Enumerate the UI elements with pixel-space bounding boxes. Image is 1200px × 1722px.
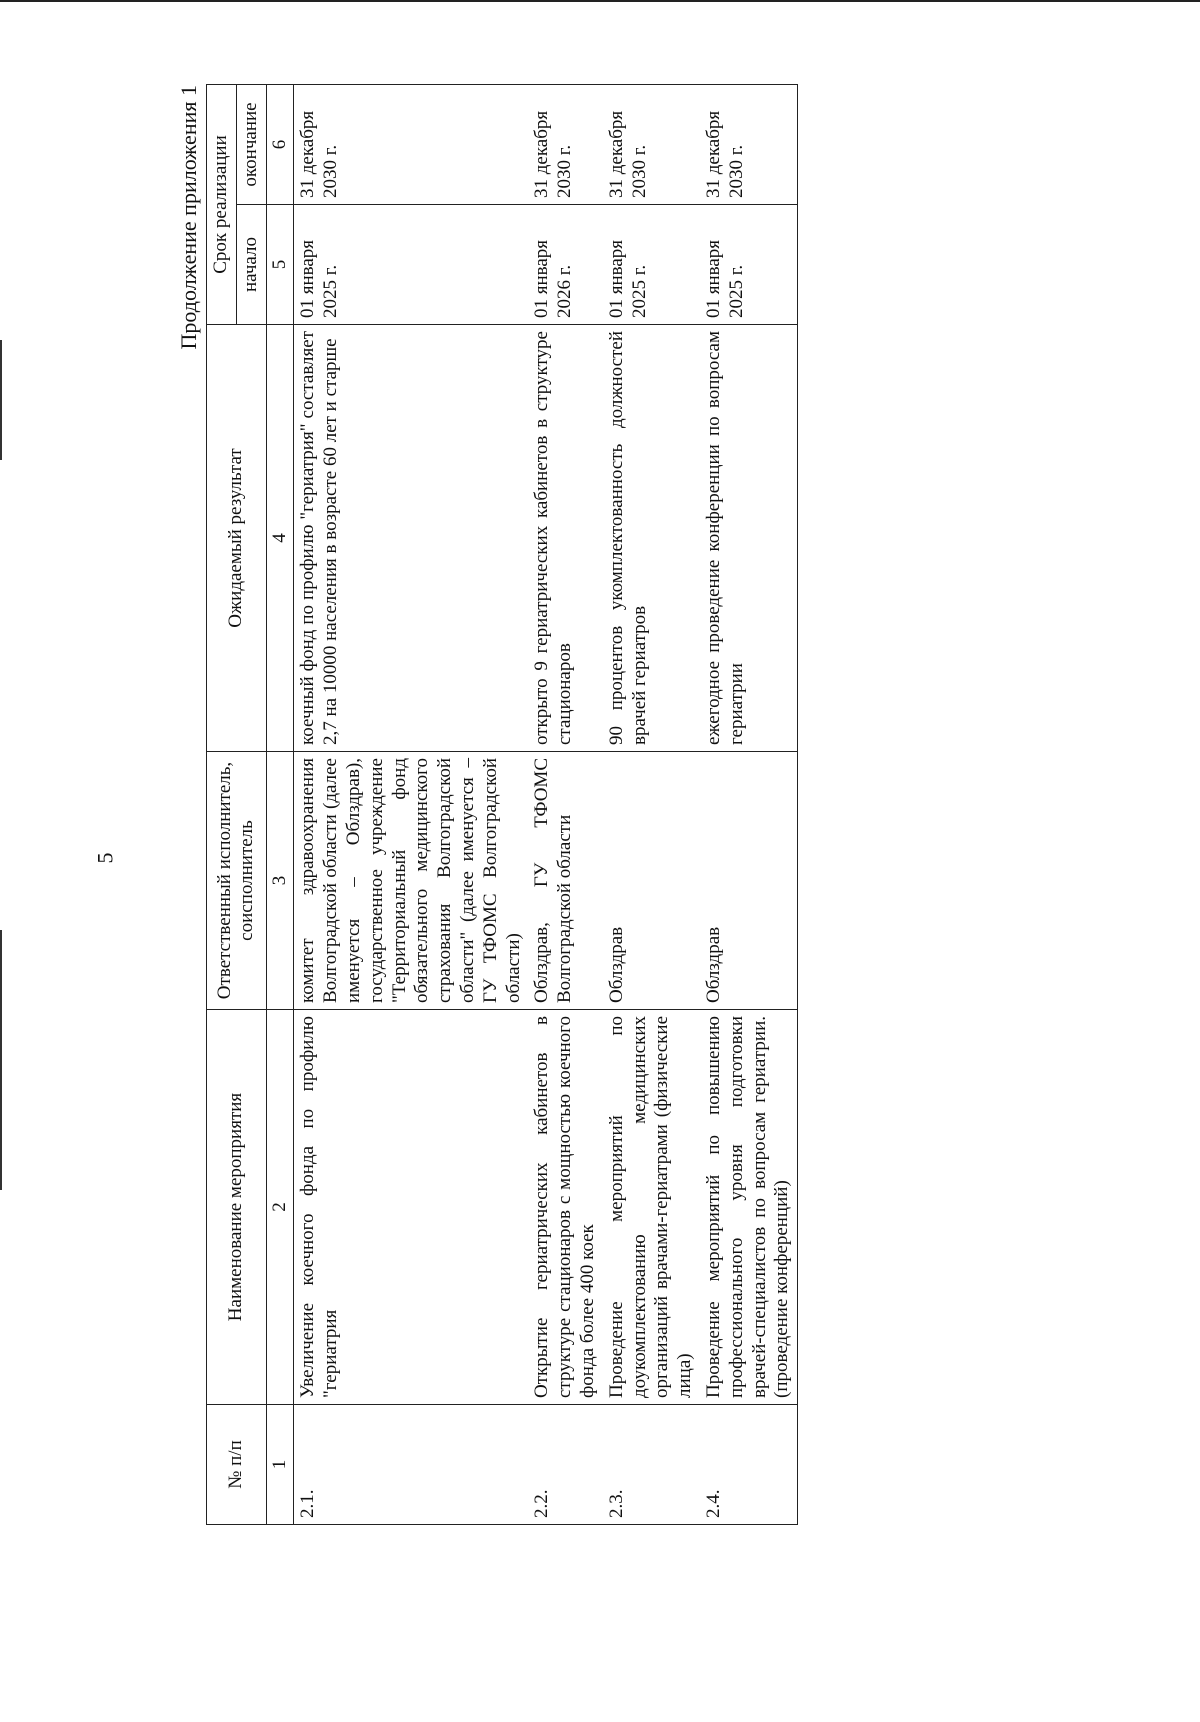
measure-name: Увеличение коечного фонда по профилю "гериатрия [294,1010,528,1405]
header-num: № п/п [207,1405,267,1525]
scan-left-edge [0,340,2,460]
measure-name: Проведение мероприятий по повышению профессионального уровня подготовки врачей-специалистов по вопросам гериатрии. (проведение конференций) [700,1010,798,1405]
expected-result: открыто 9 гериатрических кабинетов в структуре стационаров [528,325,602,752]
column-number: 5 [266,205,294,325]
column-number: 3 [266,752,294,1010]
end-date: 31 декабря 2030 г. [603,84,700,204]
expected-result: 90 процентов укомплектованность должностей врачей гериатров [603,325,700,752]
header-end: окончание [236,84,266,204]
header-start: начало [236,205,266,325]
responsible-executor: Облздрав [700,752,798,1010]
column-number: 1 [266,1405,294,1525]
row-number: 2.3. [603,1405,700,1525]
scan-left-edge [0,930,2,1190]
page-number: 5 [92,852,118,864]
row-number: 2.1. [294,1405,528,1525]
table-row [700,84,798,1524]
column-number: 2 [266,1010,294,1405]
start-date: 01 января 2025 г. [700,205,798,325]
appendix-caption: Продолжение приложения 1 [176,85,201,350]
row-number: 2.4. [700,1405,798,1525]
header-term: Срок реализации [207,84,237,324]
table-row [294,84,528,1524]
column-number: 4 [266,325,294,752]
end-date: 31 декабря 2030 г. [528,84,602,204]
row-number: 2.2. [528,1405,602,1525]
end-date: 31 декабря 2030 г. [294,84,528,204]
table-row [528,84,602,1524]
expected-result: коечный фонд по профилю "гериатрия" составляет 2,7 на 10000 населения в возрасте 60 лет и старше [294,325,528,752]
expected-result: ежегодное проведение конференции по вопросам гериатрии [700,325,798,752]
responsible-executor: Облздрав [603,752,700,1010]
end-date: 31 декабря 2030 г. [700,84,798,204]
measure-name: Проведение мероприятий по доукомплектованию медицинских организаций врачами-гериатрами (физические лица) [603,1010,700,1405]
responsible-executor: Облздрав, ГУ ТФОМС Волгоградской области [528,752,602,1010]
scan-top-edge [0,0,1200,2]
measure-name: Открытие гериатрических кабинетов в структуре стационаров с мощностью коечного фонда более 400 коек [528,1010,602,1405]
table-row [603,84,700,1524]
column-number: 6 [266,84,294,204]
rotated-page-content [168,85,1198,1525]
header-result: Ожидаемый результат [207,325,267,752]
measures-table [206,84,798,1525]
header-name: Наименование мероприятия [207,1010,267,1405]
start-date: 01 января 2026 г. [528,205,602,325]
start-date: 01 января 2025 г. [294,205,528,325]
header-responsible: Ответственный исполнитель, соисполнитель [207,752,267,1010]
start-date: 01 января 2025 г. [603,205,700,325]
responsible-executor: комитет здравоохранения Волгоградской области (далее именуется – Облздрав), государственное учреждение "Территориальный фонд обязательного медицинского страхования Волгоградской области" (далее именуется – ГУ ТФОМС Волгоградской области) [294,752,528,1010]
